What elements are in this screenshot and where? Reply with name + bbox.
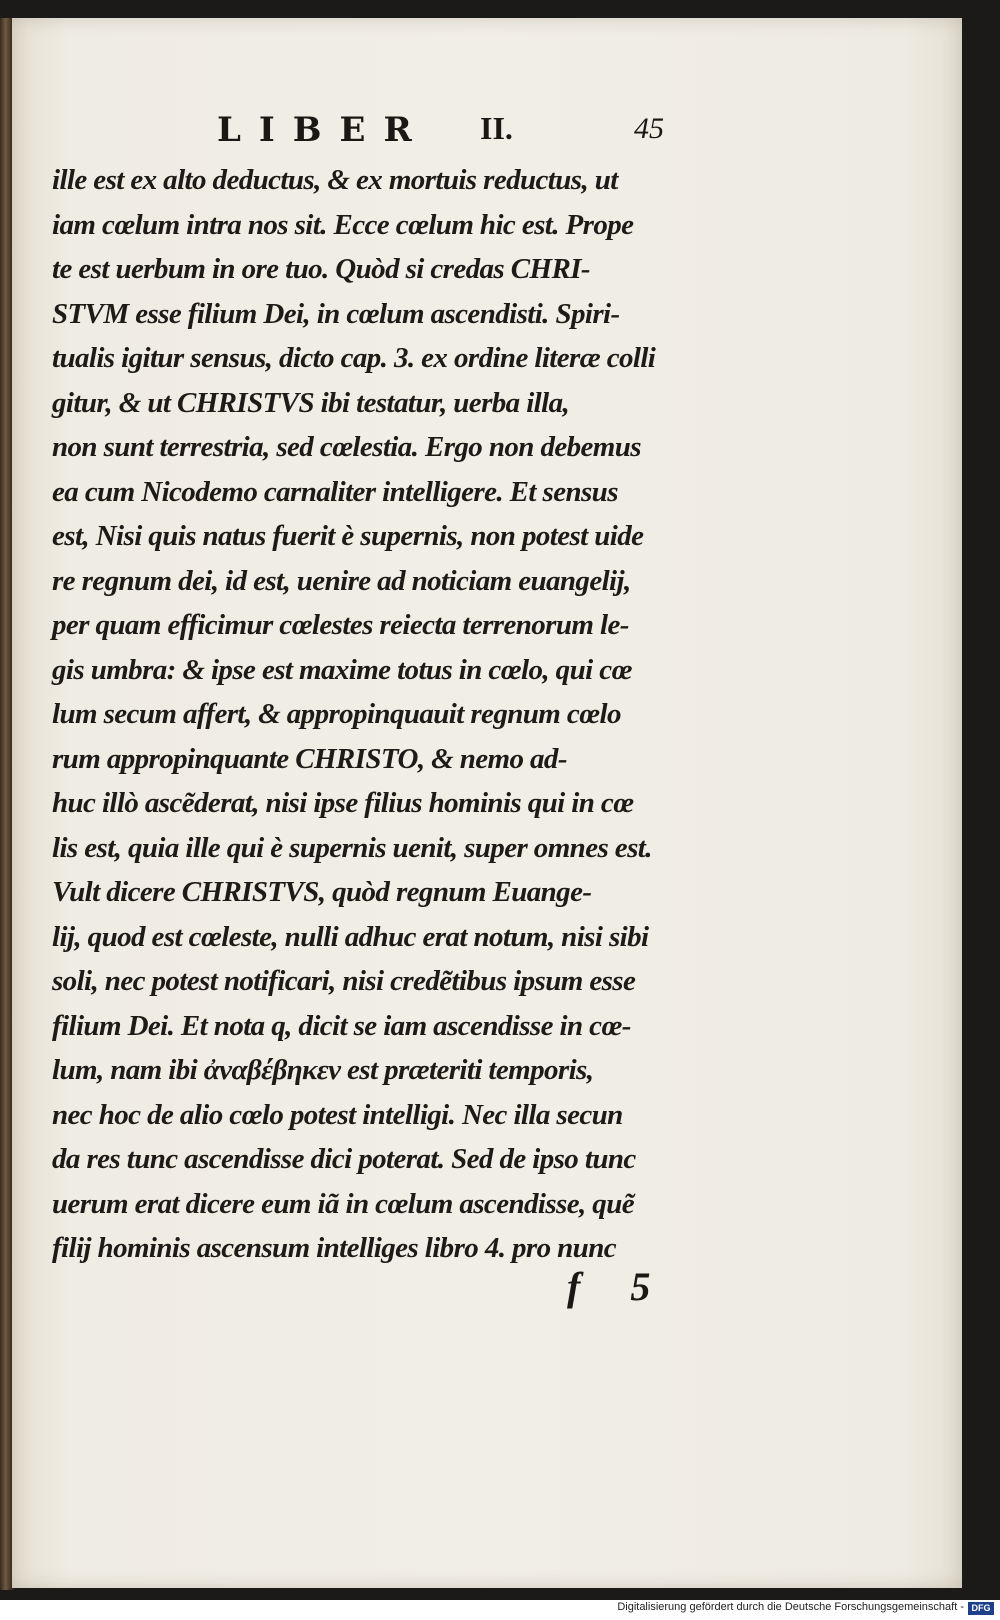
text-line: filij hominis ascensum intelliges libro 4. pro nunc <box>52 1232 617 1264</box>
text-line: gitur, & ut CHRISTVS ibi testatur, uerba illa, <box>52 386 570 419</box>
page-header <box>12 110 962 150</box>
text-line: rum appropinquante CHRISTO, & nemo ad- <box>52 742 567 775</box>
text-line: ea cum Nicodemo carnaliter intelligere. Et sensus <box>52 475 618 508</box>
chapter-number: II. <box>480 110 513 146</box>
text-line: STVM esse filium Dei, in cœlum ascendisti. Spiri- <box>52 297 620 330</box>
text-line: iam cœlum intra nos sit. Ecce cœlum hic est. Prope <box>52 208 634 241</box>
text-line: lum secum affert, & appropinquauit regnum cœlo <box>52 698 621 730</box>
text-line: lis est, quia ille qui è supernis uenit, super omnes est. <box>52 831 652 864</box>
text-line: nec hoc de alio cœlo potest intelligi. Nec illa secun <box>52 1098 623 1131</box>
text-line: Vult dicere CHRISTVS, quòd regnum Euange- <box>52 876 592 908</box>
dfg-logo-icon: DFG <box>968 1602 994 1615</box>
signature-mark: f 5 <box>567 1264 671 1309</box>
text-line: da res tunc ascendisse dici poterat. Sed de ipso tunc <box>52 1143 636 1175</box>
body-text <box>52 158 732 1271</box>
text-line: filium Dei. Et nota q, dicit se iam ascendisse in cœ- <box>52 1009 631 1042</box>
running-title: LIBER <box>217 110 430 150</box>
text-line: huc illò ascẽderat, nisi ipse filius hominis qui in cœ <box>52 787 634 819</box>
text-line: te est uerbum in ore tuo. Quòd si credas CHRI- <box>52 253 590 285</box>
text-line: non sunt terrestria, sed cœlestia. Ergo non debemus <box>52 431 641 463</box>
text-line: ille est ex alto deductus, & ex mortuis reductus, ut <box>52 164 618 196</box>
text-line: soli, nec potest notificari, nisi credẽtibus ipsum esse <box>52 965 636 997</box>
text-line: lum, nam ibi ἀναβέβηκεν est præteriti temporis, <box>52 1054 594 1086</box>
text-line: per quam efficimur cœlestes reiecta terrenorum le- <box>52 609 629 641</box>
text-line: uerum erat dicere eum iã in cœlum ascendisse, quẽ <box>52 1187 635 1220</box>
text-line: lij, quod est cœleste, nulli adhuc erat notum, nisi sibi <box>52 920 649 953</box>
text-line: tualis igitur sensus, dicto cap. 3. ex ordine literæ colli <box>52 342 656 374</box>
text-line: est, Nisi quis natus fuerit è supernis, non potest uide <box>52 520 644 552</box>
text-line: gis umbra: & ipse est maxime totus in cœlo, qui cœ <box>52 653 632 686</box>
book-page <box>12 18 962 1588</box>
digitization-credit: Digitalisierung gefördert durch die Deutsche Forschungsgemeinschaft - <box>617 1601 964 1613</box>
text-line: re regnum dei, id est, uenire ad noticiam euangelij, <box>52 564 631 597</box>
page-number: 45 <box>634 112 664 145</box>
